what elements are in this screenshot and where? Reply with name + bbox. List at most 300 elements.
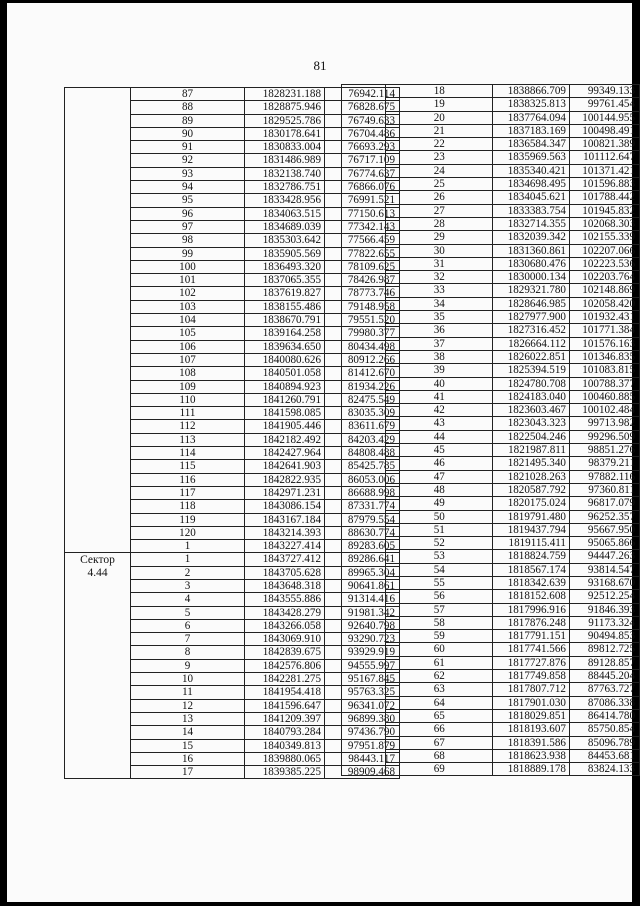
- coordinate-y: 100788.377: [569, 377, 639, 390]
- coordinate-x: 1841209.397: [245, 712, 325, 725]
- coordinate-x: 1843069.910: [245, 633, 325, 646]
- coordinate-x: 1843086.154: [245, 500, 325, 513]
- coordinate-x: 1843266.058: [245, 619, 325, 632]
- coordinate-y: 77822.655: [325, 247, 400, 260]
- coordinate-x: 1818152.608: [493, 590, 570, 603]
- coordinate-x: 1843555.886: [245, 593, 325, 606]
- point-number: 17: [131, 766, 245, 779]
- coordinate-y: 101596.883: [569, 178, 639, 191]
- coordinate-y: 77150.613: [325, 207, 400, 220]
- point-number: 38: [386, 350, 493, 363]
- coordinate-y: 89283.605: [325, 540, 400, 553]
- coordinate-y: 78773.746: [325, 287, 400, 300]
- coordinate-x: 1822504.246: [493, 430, 570, 443]
- point-number: 15: [131, 739, 245, 752]
- point-number: 37: [386, 337, 493, 350]
- point-number: 116: [131, 473, 245, 486]
- coordinate-y: 86053.006: [325, 473, 400, 486]
- table-row: [342, 204, 640, 217]
- coordinate-y: 99349.133: [569, 85, 639, 98]
- sector-label: Сектор: [80, 554, 115, 567]
- table-row: [342, 550, 640, 563]
- coordinate-y: 101788.442: [569, 191, 639, 204]
- table-row: [342, 749, 640, 762]
- coordinate-x: 1832039.342: [493, 231, 570, 244]
- point-number: 2: [131, 566, 245, 579]
- coordinate-y: 101932.431: [569, 311, 639, 324]
- coordinate-y: 79980.377: [325, 327, 400, 340]
- coordinate-y: 101771.384: [569, 324, 639, 337]
- coordinate-x: 1817807.712: [493, 683, 570, 696]
- point-number: 67: [386, 736, 493, 749]
- coordinate-y: 86688.998: [325, 486, 400, 499]
- table-row: [342, 284, 640, 297]
- table-row: [342, 696, 640, 709]
- coordinate-x: 1835905.569: [245, 247, 325, 260]
- point-number: 69: [386, 763, 493, 776]
- coordinate-x: 1839385.225: [245, 766, 325, 779]
- point-number: 87: [131, 88, 245, 101]
- coordinate-y: 80434.498: [325, 340, 400, 353]
- coordinate-x: 1828875.946: [245, 101, 325, 114]
- coordinate-y: 89286.641: [325, 553, 400, 566]
- table-row: [342, 377, 640, 390]
- table-row: [342, 670, 640, 683]
- coordinate-y: 91173.324: [569, 616, 639, 629]
- coordinates-table-right-body: [342, 85, 640, 776]
- point-number: 48: [386, 483, 493, 496]
- coordinate-y: 84453.681: [569, 749, 639, 762]
- coordinate-y: 76991.521: [325, 194, 400, 207]
- coordinate-x: 1833428.956: [245, 194, 325, 207]
- point-number: 59: [386, 630, 493, 643]
- point-number: 33: [386, 284, 493, 297]
- point-number: 96: [131, 207, 245, 220]
- point-number: 22: [386, 138, 493, 151]
- table-row: [342, 537, 640, 550]
- point-number: 89: [131, 114, 245, 127]
- table-row: [342, 630, 640, 643]
- point-number: 3: [131, 579, 245, 592]
- coordinate-x: 1827316.452: [493, 324, 570, 337]
- coordinate-x: 1842839.675: [245, 646, 325, 659]
- coordinate-y: 95667.950: [569, 523, 639, 536]
- coordinate-x: 1828231.188: [245, 88, 325, 101]
- coordinate-y: 85425.785: [325, 460, 400, 473]
- coordinate-y: 92640.798: [325, 619, 400, 632]
- coordinate-x: 1842281.275: [245, 673, 325, 686]
- coordinate-x: 1826022.851: [493, 350, 570, 363]
- table-row: [342, 404, 640, 417]
- point-number: 32: [386, 271, 493, 284]
- table-row: [342, 364, 640, 377]
- table-row: [342, 483, 640, 496]
- point-number: 107: [131, 353, 245, 366]
- coordinate-x: 1843727.412: [245, 553, 325, 566]
- coordinate-y: 102207.066: [569, 244, 639, 257]
- point-number: 27: [386, 204, 493, 217]
- coordinate-x: 1821987.811: [493, 444, 570, 457]
- point-number: 64: [386, 696, 493, 709]
- table-row: [342, 457, 640, 470]
- table-row: [342, 643, 640, 656]
- table-row: [342, 85, 640, 98]
- point-number: 19: [386, 98, 493, 111]
- table-row: [342, 164, 640, 177]
- point-number: 111: [131, 407, 245, 420]
- coordinate-y: 86414.780: [569, 709, 639, 722]
- coordinate-x: 1841598.085: [245, 407, 325, 420]
- coordinate-y: 97436.790: [325, 726, 400, 739]
- table-row: [342, 523, 640, 536]
- coordinate-x: 1836584.347: [493, 138, 570, 151]
- coordinate-x: 1828646.985: [493, 297, 570, 310]
- coordinate-y: 77342.143: [325, 220, 400, 233]
- coordinate-x: 1832138.740: [245, 167, 325, 180]
- table-row: [342, 723, 640, 736]
- coordinate-y: 84203.429: [325, 433, 400, 446]
- coordinate-y: 87331.774: [325, 500, 400, 513]
- coordinate-x: 1821495.340: [493, 457, 570, 470]
- point-number: 114: [131, 447, 245, 460]
- coordinate-x: 1818193.607: [493, 723, 570, 736]
- coordinate-x: 1819115.411: [493, 537, 570, 550]
- coordinate-y: 98909.468: [325, 766, 400, 779]
- coordinate-y: 98443.117: [325, 752, 400, 765]
- coordinate-x: 1830833.004: [245, 141, 325, 154]
- coordinate-y: 78109.625: [325, 260, 400, 273]
- point-number: 90: [131, 127, 245, 140]
- point-number: 93: [131, 167, 245, 180]
- point-number: 31: [386, 257, 493, 270]
- table-row: [342, 683, 640, 696]
- coordinate-y: 98851.276: [569, 444, 639, 457]
- coordinate-y: 100102.484: [569, 404, 639, 417]
- coordinate-y: 82475.549: [325, 393, 400, 406]
- sector-cell-previous: [65, 88, 131, 553]
- table-row: [342, 138, 640, 151]
- coordinate-x: 1842641.903: [245, 460, 325, 473]
- coordinate-y: 101371.421: [569, 164, 639, 177]
- coordinate-y: 102203.764: [569, 271, 639, 284]
- coordinate-x: 1841905.446: [245, 420, 325, 433]
- table-row: [342, 763, 640, 776]
- point-number: 65: [386, 709, 493, 722]
- coordinate-x: 1817791.151: [493, 630, 570, 643]
- coordinate-y: 87086.338: [569, 696, 639, 709]
- table-row: [342, 590, 640, 603]
- coordinate-y: 85750.854: [569, 723, 639, 736]
- coordinate-x: 1830680.476: [493, 257, 570, 270]
- coordinate-y: 95167.845: [325, 673, 400, 686]
- coordinate-x: 1819791.480: [493, 510, 570, 523]
- coordinate-y: 91981.342: [325, 606, 400, 619]
- point-number: 92: [131, 154, 245, 167]
- table-row: [342, 430, 640, 443]
- coordinate-y: 88445.204: [569, 670, 639, 683]
- point-number: 46: [386, 457, 493, 470]
- point-number: 7: [131, 633, 245, 646]
- coordinate-x: 1843648.318: [245, 579, 325, 592]
- point-number: 68: [386, 749, 493, 762]
- coordinate-x: 1837183.169: [493, 124, 570, 137]
- coordinate-y: 99296.509: [569, 430, 639, 443]
- coordinate-x: 1820175.024: [493, 497, 570, 510]
- point-number: 117: [131, 486, 245, 499]
- scan-border-left: [0, 0, 7, 906]
- point-number: 97: [131, 220, 245, 233]
- point-number: 104: [131, 314, 245, 327]
- point-number: 112: [131, 420, 245, 433]
- point-number: 105: [131, 327, 245, 340]
- table-row: [342, 217, 640, 230]
- coordinate-x: 1843428.279: [245, 606, 325, 619]
- coordinate-x: 1834689.039: [245, 220, 325, 233]
- coordinate-y: 87979.554: [325, 513, 400, 526]
- coordinate-x: 1819437.794: [493, 523, 570, 536]
- scan-border-top: [0, 0, 640, 3]
- coordinate-y: 93814.547: [569, 563, 639, 576]
- coordinate-x: 1826664.112: [493, 337, 570, 350]
- point-number: 8: [131, 646, 245, 659]
- coordinate-y: 76749.633: [325, 114, 400, 127]
- coordinate-x: 1832786.751: [245, 181, 325, 194]
- coordinate-y: 79551.520: [325, 314, 400, 327]
- coordinate-x: 1817901.030: [493, 696, 570, 709]
- point-number: 25: [386, 178, 493, 191]
- coordinate-y: 94447.263: [569, 550, 639, 563]
- coordinate-y: 93290.723: [325, 633, 400, 646]
- point-number: 103: [131, 300, 245, 313]
- table-row: [342, 244, 640, 257]
- coordinate-x: 1834045.621: [493, 191, 570, 204]
- table-row: [342, 191, 640, 204]
- coordinate-x: 1841596.647: [245, 699, 325, 712]
- point-number: 39: [386, 364, 493, 377]
- coordinate-y: 83611.679: [325, 420, 400, 433]
- coordinate-y: 77566.459: [325, 234, 400, 247]
- point-number: 47: [386, 470, 493, 483]
- table-row: [342, 271, 640, 284]
- point-number: 109: [131, 380, 245, 393]
- table-row: [342, 709, 640, 722]
- coordinate-y: 96817.079: [569, 497, 639, 510]
- coordinate-x: 1843227.414: [245, 540, 325, 553]
- coordinate-x: 1830000.134: [493, 271, 570, 284]
- point-number: 99: [131, 247, 245, 260]
- coordinate-x: 1824780.708: [493, 377, 570, 390]
- coordinate-x: 1818567.174: [493, 563, 570, 576]
- coordinate-x: 1829321.780: [493, 284, 570, 297]
- coordinate-y: 88630.774: [325, 526, 400, 539]
- coordinate-x: 1842576.806: [245, 659, 325, 672]
- coordinate-y: 101112.647: [569, 151, 639, 164]
- table-row: [342, 337, 640, 350]
- coordinate-x: 1834063.515: [245, 207, 325, 220]
- point-number: 61: [386, 656, 493, 669]
- coordinate-y: 97360.811: [569, 483, 639, 496]
- point-number: 91: [131, 141, 245, 154]
- table-row: [342, 124, 640, 137]
- coordinate-x: 1817876.248: [493, 616, 570, 629]
- coordinate-x: 1843167.184: [245, 513, 325, 526]
- coordinate-y: 76774.637: [325, 167, 400, 180]
- table-row: [342, 497, 640, 510]
- point-number: 51: [386, 523, 493, 536]
- point-number: 9: [131, 659, 245, 672]
- scan-border-bottom: [0, 902, 640, 906]
- table-row: [342, 736, 640, 749]
- point-number: 34: [386, 297, 493, 310]
- table-row: [342, 231, 640, 244]
- point-number: 23: [386, 151, 493, 164]
- coordinate-y: 93168.670: [569, 576, 639, 589]
- point-number: 28: [386, 217, 493, 230]
- table-row: [342, 111, 640, 124]
- point-number: 63: [386, 683, 493, 696]
- coordinate-x: 1830178.641: [245, 127, 325, 140]
- coordinate-x: 1839880.065: [245, 752, 325, 765]
- table-row: [342, 470, 640, 483]
- point-number: 42: [386, 404, 493, 417]
- coordinate-x: 1825394.519: [493, 364, 570, 377]
- coordinate-y: 97882.116: [569, 470, 639, 483]
- coordinate-x: 1835303.642: [245, 234, 325, 247]
- coordinate-y: 93929.919: [325, 646, 400, 659]
- coordinate-x: 1843705.628: [245, 566, 325, 579]
- coordinate-y: 80912.266: [325, 353, 400, 366]
- point-number: 29: [386, 231, 493, 244]
- coordinate-y: 76828.675: [325, 101, 400, 114]
- point-number: 94: [131, 181, 245, 194]
- coordinate-x: 1820587.792: [493, 483, 570, 496]
- point-number: 49: [386, 497, 493, 510]
- coordinate-x: 1840080.626: [245, 353, 325, 366]
- table-row: [342, 98, 640, 111]
- sector-cell-continued: [342, 85, 386, 776]
- coordinate-y: 81412.670: [325, 367, 400, 380]
- point-number: 4: [131, 593, 245, 606]
- coordinate-x: 1843214.393: [245, 526, 325, 539]
- coordinate-y: 101576.163: [569, 337, 639, 350]
- sector-number: 4.44: [87, 567, 108, 580]
- coordinate-y: 90494.853: [569, 630, 639, 643]
- coordinate-y: 101083.815: [569, 364, 639, 377]
- coordinate-x: 1842971.231: [245, 486, 325, 499]
- coordinate-x: 1827977.900: [493, 311, 570, 324]
- point-number: 100: [131, 260, 245, 273]
- point-number: 120: [131, 526, 245, 539]
- coordinate-x: 1837764.094: [493, 111, 570, 124]
- point-number: 16: [131, 752, 245, 765]
- point-number: 106: [131, 340, 245, 353]
- coordinate-y: 101945.832: [569, 204, 639, 217]
- point-number: 88: [131, 101, 245, 114]
- point-number: 35: [386, 311, 493, 324]
- point-number: 10: [131, 673, 245, 686]
- coordinate-x: 1821028.263: [493, 470, 570, 483]
- point-number: 102: [131, 287, 245, 300]
- point-number: 11: [131, 686, 245, 699]
- coordinate-x: 1837065.355: [245, 274, 325, 287]
- coordinate-y: 102223.536: [569, 257, 639, 270]
- coordinate-x: 1818623.938: [493, 749, 570, 762]
- coordinate-y: 78426.987: [325, 274, 400, 287]
- coordinate-x: 1817996.916: [493, 603, 570, 616]
- coordinate-y: 81934.226: [325, 380, 400, 393]
- coordinate-x: 1841954.418: [245, 686, 325, 699]
- point-number: 44: [386, 430, 493, 443]
- point-number: 54: [386, 563, 493, 576]
- point-number: 12: [131, 699, 245, 712]
- table-row: [342, 297, 640, 310]
- coordinate-x: 1824183.040: [493, 390, 570, 403]
- table-row: [342, 603, 640, 616]
- coordinate-y: 76693.293: [325, 141, 400, 154]
- coordinate-y: 83824.133: [569, 763, 639, 776]
- coordinate-x: 1835969.563: [493, 151, 570, 164]
- coordinate-y: 98379.211: [569, 457, 639, 470]
- coordinates-table-right: [341, 84, 640, 776]
- point-number: 50: [386, 510, 493, 523]
- coordinate-y: 99713.982: [569, 417, 639, 430]
- coordinate-y: 102058.420: [569, 297, 639, 310]
- table-row: [342, 324, 640, 337]
- coordinate-y: 89128.857: [569, 656, 639, 669]
- point-number: 98: [131, 234, 245, 247]
- coordinate-y: 100498.491: [569, 124, 639, 137]
- coordinate-y: 95763.325: [325, 686, 400, 699]
- point-number: 45: [386, 444, 493, 457]
- table-row: [342, 576, 640, 589]
- coordinate-y: 89965.304: [325, 566, 400, 579]
- point-number: 66: [386, 723, 493, 736]
- coordinate-x: 1840501.058: [245, 367, 325, 380]
- coordinate-y: 96341.072: [325, 699, 400, 712]
- coordinate-x: 1841260.791: [245, 393, 325, 406]
- coordinate-x: 1823043.323: [493, 417, 570, 430]
- coordinate-x: 1840349.813: [245, 739, 325, 752]
- coordinate-y: 102148.869: [569, 284, 639, 297]
- point-number: 1: [131, 553, 245, 566]
- point-number: 119: [131, 513, 245, 526]
- point-number: 60: [386, 643, 493, 656]
- coordinate-y: 99761.454: [569, 98, 639, 111]
- coordinate-x: 1838866.709: [493, 85, 570, 98]
- table-row: [342, 510, 640, 523]
- coordinate-x: 1842182.492: [245, 433, 325, 446]
- coordinate-x: 1818824.759: [493, 550, 570, 563]
- point-number: 62: [386, 670, 493, 683]
- coordinate-y: 76866.076: [325, 181, 400, 194]
- coordinate-x: 1823603.467: [493, 404, 570, 417]
- coordinate-y: 102155.339: [569, 231, 639, 244]
- coordinate-y: 94555.997: [325, 659, 400, 672]
- coordinate-x: 1818342.639: [493, 576, 570, 589]
- coordinate-y: 100460.885: [569, 390, 639, 403]
- coordinate-x: 1838325.813: [493, 98, 570, 111]
- coordinate-y: 89812.725: [569, 643, 639, 656]
- coordinate-y: 76942.114: [325, 88, 400, 101]
- coordinate-x: 1829525.786: [245, 114, 325, 127]
- coordinate-y: 91314.416: [325, 593, 400, 606]
- point-number: 26: [386, 191, 493, 204]
- coordinate-y: 95065.866: [569, 537, 639, 550]
- coordinate-x: 1837619.827: [245, 287, 325, 300]
- coordinate-y: 91846.393: [569, 603, 639, 616]
- coordinate-x: 1836493.320: [245, 260, 325, 273]
- coordinate-x: 1832714.355: [493, 217, 570, 230]
